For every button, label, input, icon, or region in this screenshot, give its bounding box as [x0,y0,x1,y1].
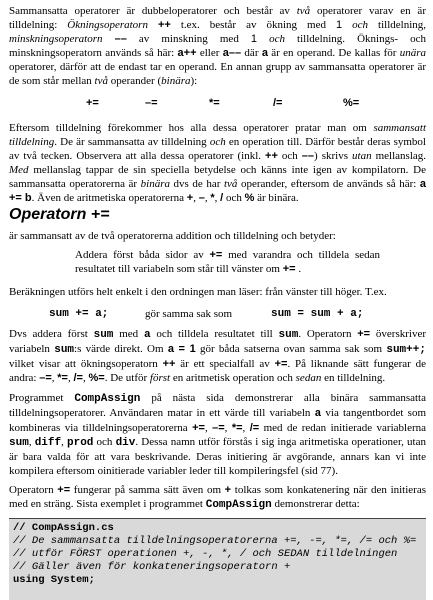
definition-lead: är sammansatt av de två operatorerna addition och tilldelning och betyder: [9,230,336,242]
code-line-comment-1: // De sammansatta tilldelningsoperatorerna +=, -=, *=, /= och %= [13,535,417,547]
operator-modulo-assign: %= [343,97,360,109]
example-expanded: sum = sum + a; [271,308,364,320]
code-line-comment-3: // Gäller även för konkateneringsoperatorn + [13,561,291,573]
code-line-comment-2: // utför FÖRST operationen +, -, *, / och SEDAN tilldelningen [13,548,398,560]
evaluation-order-text: Beräkningen utförs helt enkelt i den ordningen man läser: från vänster till höger. T.ex. [9,286,387,298]
example-compound: sum += a; [49,308,109,320]
operator-minus-assign: –= [145,97,158,109]
example-row [0,307,433,321]
program-description-paragraph: Programmet CompAssign på nästa sida demonstrerar alla binära sammansatta tilldelningsoperatorer. Användaren matar in ett värde till variabeln a via tangentbordet som kombineras via tilldelningsoperatorerna +=, –=, *=, /= med de redan initierade variablerna sum, diff, prod och div. Dessa namn utför förstås i sig inga aritmetiska operationer, utan är bara valda för att vara beskrivande. Deras initiering är avgörande, annars kan vi inte kompilera eftersom oinitierade variabler leder till kompileringsfel (sid 77). [9,392,427,477]
example-connector: gör samma sak som [145,308,233,320]
concatenation-paragraph: Operatorn += fungerar på samma sätt även om + tolkas som konkatenering när den initieras med en sträng. Sista exemplet i programmet CompAssign demonstrerar detta: [9,484,426,511]
explanation-paragraph: Dvs addera först sum med a och tilldela resultatet till sum. Operatorn += överskriver variabeln sum:s värde direkt. Om a = 1 gör båda satserna ovan samma sak som sum++; vilket visar att ökningsoperatorn ++ är ett specialfall av +=. På liknande sätt fungerar de andra: –=, *=, /=, %=. De utför först en aritmetisk operation och sedan en tilldelning. [9,328,426,384]
compound-assignment-paragraph: Eftersom tilldelning förekommer hos alla dessa operatorer pratar man om sammansatt tilldelning. De är sammansatta av tilldelning och en operation till. Därför består deras symbol av två tecken. Observera att alla dessa operatorer (inkl. ++ och ––) skrivs utan mellanslag. Med mellanslag tappar de sin speciella betydelse och känns inte igen av kompilatorn. De sammansatta operatorerna är binära dvs de har två operander, eftersom de används så här: a += b. Även de aritmetiska operatorerna +, –, *, / och % är binära. [9,122,427,204]
operator-multiply-assign: *= [209,97,220,109]
operator-plus-assign: += [86,97,99,109]
section-heading: Operatorn += [9,206,110,223]
operator-list [0,96,433,110]
code-line-using: using System; [13,574,95,586]
code-listing [9,518,426,600]
intro-paragraph: Sammansatta operatorer är dubbeloperatorer och består av två operatorer varav en är tilldelning: Ökningsoperatorn ++ t.ex. består av ökning med 1 och tilldelning, minskningsoperatorn –– av minskning med 1 och tilldelning. Öknings- och minskningsoperatorn används så här: a++ eller a–– där a är en operand. De kallas för unära operatorer, därför att de endast tar en operand. En annan grupp av sammansatta operatorer är de som står mellan två operander (binära): [9,5,427,87]
code-line-filename: // CompAssign.cs [13,522,114,534]
operator-divide-assign: /= [273,97,283,109]
definition-quote: Addera först båda sidor av += med varandra och tilldela sedan resultatet till variabeln som står till vänster om += . [75,249,380,275]
